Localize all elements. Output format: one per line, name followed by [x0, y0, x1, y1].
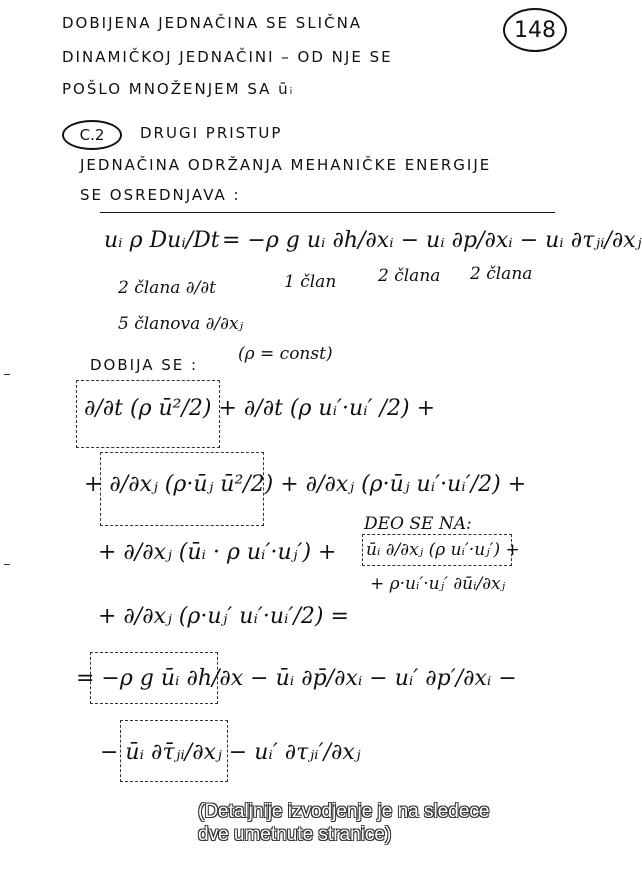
- section-title: DRUGI PRISTUP: [140, 124, 283, 142]
- scan-mark: [4, 564, 10, 565]
- result-row-3-note-b: + ρ·uᵢ′·uⱼ′ ∂ūᵢ/∂xⱼ: [370, 574, 506, 594]
- section-tag: [62, 120, 122, 150]
- result-row-5: = −ρ g ūᵢ ∂h/∂x − ūᵢ ∂p̄/∂xᵢ − uᵢ′ ∂p′/∂xᵢ −: [76, 666, 517, 691]
- section-desc-1: JEDNAČINA ODRŽANJA MEHANIČKE ENERGIJE: [80, 156, 492, 174]
- equation-note-2a: 2 člana: [378, 266, 441, 286]
- result-condition: (ρ = const): [238, 344, 333, 364]
- scan-mark: [4, 374, 10, 375]
- footnote: [198, 800, 490, 846]
- equation-note-2b: 2 člana: [470, 264, 533, 284]
- result-row-6: − ūᵢ ∂τ̄ⱼᵢ/∂xⱼ − uᵢ′ ∂τⱼᵢ′/∂xⱼ: [100, 740, 361, 765]
- section-tag-text: C.2: [79, 126, 105, 144]
- result-row-3-note-a: ūᵢ ∂/∂xⱼ (ρ uᵢ′·uⱼ′) +: [366, 540, 520, 560]
- equation-note-1: 1 član: [284, 272, 337, 292]
- result-label: DOBIJA SE :: [90, 356, 199, 374]
- result-row-1: ∂/∂t (ρ ū²/2) + ∂/∂t (ρ uᵢ′·uᵢ′ /2) +: [84, 396, 436, 421]
- result-row-2: + ∂/∂xⱼ (ρ·ūⱼ ū²/2) + ∂/∂xⱼ (ρ·ūⱼ uᵢ′·uᵢ′/2) +: [84, 472, 527, 497]
- equation-note-conv: 5 članova ∂/∂xⱼ: [118, 314, 244, 334]
- equation-rhs: = −ρ g uᵢ ∂h/∂xᵢ − uᵢ ∂p/∂xᵢ − uᵢ ∂τⱼᵢ/∂xⱼ: [222, 228, 642, 253]
- intro-line-2: DINAMIČKOJ JEDNAČINI – OD NJE SE: [62, 48, 393, 66]
- page-number: [503, 8, 567, 52]
- intro-line-3: POŠLO MNOŽENJEM SA ūᵢ: [62, 80, 295, 98]
- footnote-line-2: dve umetnute stranice): [198, 824, 392, 845]
- equation-lhs: uᵢ ρ Duᵢ/Dt: [104, 228, 220, 253]
- result-row-3: + ∂/∂xⱼ (ūᵢ · ρ uᵢ′·uⱼ′) +: [98, 540, 337, 565]
- equation-overbar: [100, 212, 555, 213]
- footnote-line-1: (Detaljnije izvodjenje je na sledece: [198, 801, 490, 822]
- intro-line-1: DOBIJENA JEDNAČINA SE SLIČNA: [62, 14, 363, 32]
- result-row-3-note-label: DEO SE NA:: [364, 514, 472, 534]
- page-number-text: 148: [514, 17, 556, 43]
- section-desc-2: SE OSREDNJAVA :: [80, 186, 241, 204]
- equation-note-time: 2 člana ∂/∂t: [118, 278, 216, 298]
- result-row-4: + ∂/∂xⱼ (ρ·uⱼ′ uᵢ′·uᵢ′/2) =: [98, 604, 349, 629]
